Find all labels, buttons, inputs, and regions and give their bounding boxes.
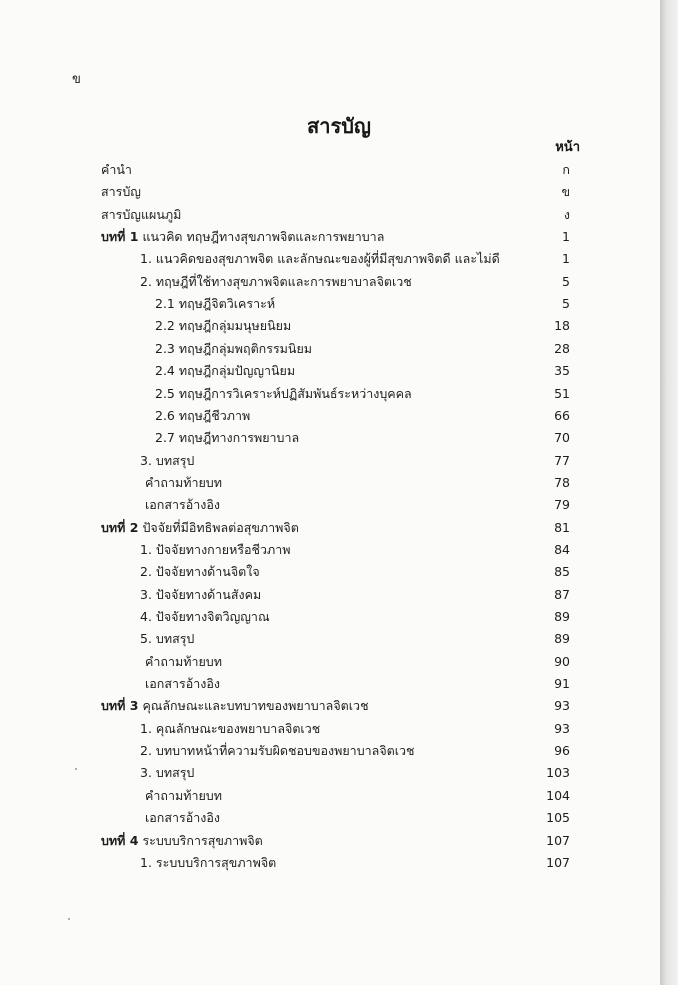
toc-entry-label [140, 762, 194, 784]
toc-page-number: 107 [546, 832, 570, 848]
toc-entry [0, 405, 660, 427]
toc-entry [0, 539, 660, 561]
toc-entry-text: 4. ปัจจัยทางจิตวิญญาณ [140, 609, 270, 624]
toc-page-number: 5 [562, 296, 570, 312]
toc-entry-text: ปัจจัยที่มีอิทธิพลต่อสุขภาพจิต [138, 519, 299, 535]
toc-entry-text: เอกสารอ้างอิง [145, 810, 220, 826]
toc-entry [0, 204, 660, 226]
toc-entry [0, 651, 660, 673]
chapter-prefix: บทที่ 1 [101, 229, 139, 245]
toc-entry-label [140, 539, 291, 561]
toc-entry [0, 472, 660, 494]
toc-page-number: 18 [554, 318, 570, 334]
page-column-header: หน้า [555, 140, 580, 155]
toc-page-number: 35 [554, 363, 570, 379]
toc-entry-label [101, 830, 263, 852]
toc-entry [0, 628, 660, 650]
toc-entry-text: แนวคิด ทฤษฎีทางสุขภาพจิตและการพยาบาล [138, 229, 385, 245]
toc-page-number: 1 [562, 251, 570, 267]
chapter-prefix: บทที่ 3 [101, 698, 139, 714]
toc-entry-label [155, 427, 299, 449]
chapter-prefix: บทที่ 2 [101, 519, 139, 535]
paper-speck [75, 768, 77, 770]
toc-entry-text: เอกสารอ้างอิง [145, 497, 220, 513]
toc-entry [0, 762, 660, 784]
toc-entry-text: 1. แนวคิดของสุขภาพจิต และลักษณะของผู้ที่มีสุขภาพจิตดี และไม่ดี [140, 251, 500, 267]
toc-entry-label [101, 226, 384, 248]
toc-page-number: 89 [554, 631, 570, 647]
toc-entry-label [140, 852, 276, 874]
toc-entry [0, 740, 660, 762]
page-edge-shadow [660, 0, 678, 985]
toc-entry-text: 3. บทสรุป [140, 765, 195, 781]
toc-entry-text: คำถามท้ายบท [145, 787, 222, 803]
toc-entry-text: 3. ปัจจัยทางด้านสังคม [140, 586, 262, 602]
toc-page-number: 93 [554, 720, 570, 736]
toc-entry-label [155, 405, 250, 427]
toc-entry [0, 248, 660, 270]
toc-entry-label [101, 517, 299, 539]
toc-page-number: 93 [554, 698, 570, 714]
toc-entry [0, 852, 660, 874]
toc-page-number: 78 [554, 474, 570, 490]
toc-page-number: 87 [554, 586, 570, 602]
toc-entry-label [145, 494, 220, 516]
toc-entry-label [145, 807, 220, 829]
toc-entry-text: 2. ทฤษฎีที่ใช้ทางสุขภาพจิตและการพยาบาลจิตเวช [140, 273, 412, 289]
toc-entry-text: 2. ปัจจัยทางด้านจิตใจ [140, 564, 260, 580]
toc-entry [0, 494, 660, 516]
toc-entry-text: คำนำ [101, 162, 132, 177]
toc-entry-label [155, 360, 295, 382]
toc-entry-label [140, 271, 412, 293]
toc-entry [0, 271, 660, 293]
toc-entry [0, 606, 660, 628]
toc-page-number: ง [563, 206, 570, 222]
toc-entry-label [140, 718, 320, 740]
toc-entry-text: 2.5 ทฤษฎีการวิเคราะห์ปฏิสัมพันธ์ระหว่างบุคคล [155, 385, 412, 401]
toc-entry [0, 517, 660, 539]
toc-entry-text: 3. บทสรุป [140, 452, 195, 468]
toc-entry-text: 1. ปัจจัยทางกายหรือชีวภาพ [140, 541, 291, 557]
toc-entry-text: 2.1 ทฤษฎีจิตวิเคราะห์ [155, 296, 276, 312]
toc-page-number: 5 [562, 273, 570, 289]
toc-page-number: ก [562, 162, 570, 177]
toc-entry-label [140, 248, 500, 270]
toc-entry [0, 338, 660, 360]
toc-entry-label [140, 561, 260, 583]
toc-entry-label [101, 159, 132, 181]
toc-entry-text: คำถามท้ายบท [145, 653, 222, 669]
toc-page-number: 81 [554, 519, 570, 535]
toc-page-number: 28 [554, 340, 570, 356]
toc-entry-label [155, 315, 291, 337]
toc-entry-text: สารบัญแผนภูมิ [101, 206, 182, 222]
toc-entry-text: สารบัญ [101, 184, 141, 200]
toc-entry [0, 450, 660, 472]
toc-entry [0, 360, 660, 382]
toc-entry-text: 1. ระบบบริการสุขภาพจิต [140, 854, 277, 870]
toc-page-number: 79 [554, 497, 570, 513]
toc-entry [0, 159, 660, 181]
toc-entry-text: 2.7 ทฤษฎีทางการพยาบาล [155, 430, 300, 446]
toc-entry-text: คำถามท้ายบท [145, 474, 222, 490]
toc-entry-label [140, 606, 270, 628]
toc-entry [0, 718, 660, 740]
page-title: สารบัญ [307, 114, 371, 138]
toc-entry [0, 315, 660, 337]
toc-entry-label [101, 204, 181, 226]
paper-speck [68, 918, 70, 920]
toc-entry [0, 673, 660, 695]
toc-entry [0, 383, 660, 405]
toc-page-number: 107 [546, 854, 570, 870]
toc-page-number: 77 [554, 452, 570, 468]
toc-entry-label [140, 450, 194, 472]
toc-page-number: 91 [554, 676, 570, 692]
toc-entry [0, 584, 660, 606]
toc-entry [0, 226, 660, 248]
toc-entry-label [140, 740, 415, 762]
toc-page-number: 105 [546, 810, 570, 826]
toc-entry-text: ระบบบริการสุขภาพจิต [138, 832, 263, 848]
toc-entry-label [145, 673, 220, 695]
toc-entry [0, 695, 660, 717]
toc-entry-text: 2.6 ทฤษฎีชีวภาพ [155, 407, 251, 423]
toc-entry-label [155, 293, 275, 315]
toc-entry [0, 785, 660, 807]
toc-page-number: ข [561, 184, 570, 200]
toc-entry-text: 1. คุณลักษณะของพยาบาลจิตเวช [140, 720, 321, 736]
toc-entry-label [140, 628, 194, 650]
toc-page-number: 1 [562, 229, 570, 245]
toc-page-number: 66 [554, 407, 570, 423]
toc-entry-label [155, 383, 412, 405]
toc-page-number: 84 [554, 541, 570, 557]
toc-entry-label [155, 338, 312, 360]
toc-entry-text: เอกสารอ้างอิง [145, 676, 220, 692]
toc-entry [0, 807, 660, 829]
toc-entry-text: 2.4 ทฤษฎีกลุ่มปัญญานิยม [155, 363, 296, 379]
page-number-mark: ข [72, 72, 81, 87]
toc-entry-label [145, 472, 222, 494]
toc-page-number: 89 [554, 609, 570, 624]
toc-entry [0, 427, 660, 449]
toc-page-number: 96 [554, 743, 570, 759]
toc-entry [0, 830, 660, 852]
toc-entry-label [145, 651, 222, 673]
toc-entry [0, 561, 660, 583]
toc-entry-label [101, 695, 369, 717]
toc-entry-text: 2. บทบาทหน้าที่ความรับผิดชอบของพยาบาลจิตเวช [140, 743, 415, 759]
toc-entry-label [140, 584, 261, 606]
toc-page-number: 70 [554, 430, 570, 446]
toc-page-number: 103 [546, 765, 570, 781]
toc-entry-text: 5. บทสรุป [140, 631, 195, 647]
toc-entry-text: 2.3 ทฤษฎีกลุ่มพฤติกรรมนิยม [155, 340, 313, 356]
toc-entry-label [145, 785, 222, 807]
toc-page-number: 51 [554, 385, 570, 401]
toc-entry-label [101, 181, 141, 203]
toc-page-number: 85 [554, 564, 570, 580]
toc-page-number: 104 [546, 787, 570, 803]
toc-entry-text: 2.2 ทฤษฎีกลุ่มมนุษยนิยม [155, 318, 292, 334]
toc-page-number: 90 [554, 653, 570, 669]
toc-entry [0, 293, 660, 315]
chapter-prefix: บทที่ 4 [101, 832, 139, 848]
toc-entry [0, 181, 660, 203]
toc-entry-text: คุณลักษณะและบทบาทของพยาบาลจิตเวช [138, 698, 369, 714]
